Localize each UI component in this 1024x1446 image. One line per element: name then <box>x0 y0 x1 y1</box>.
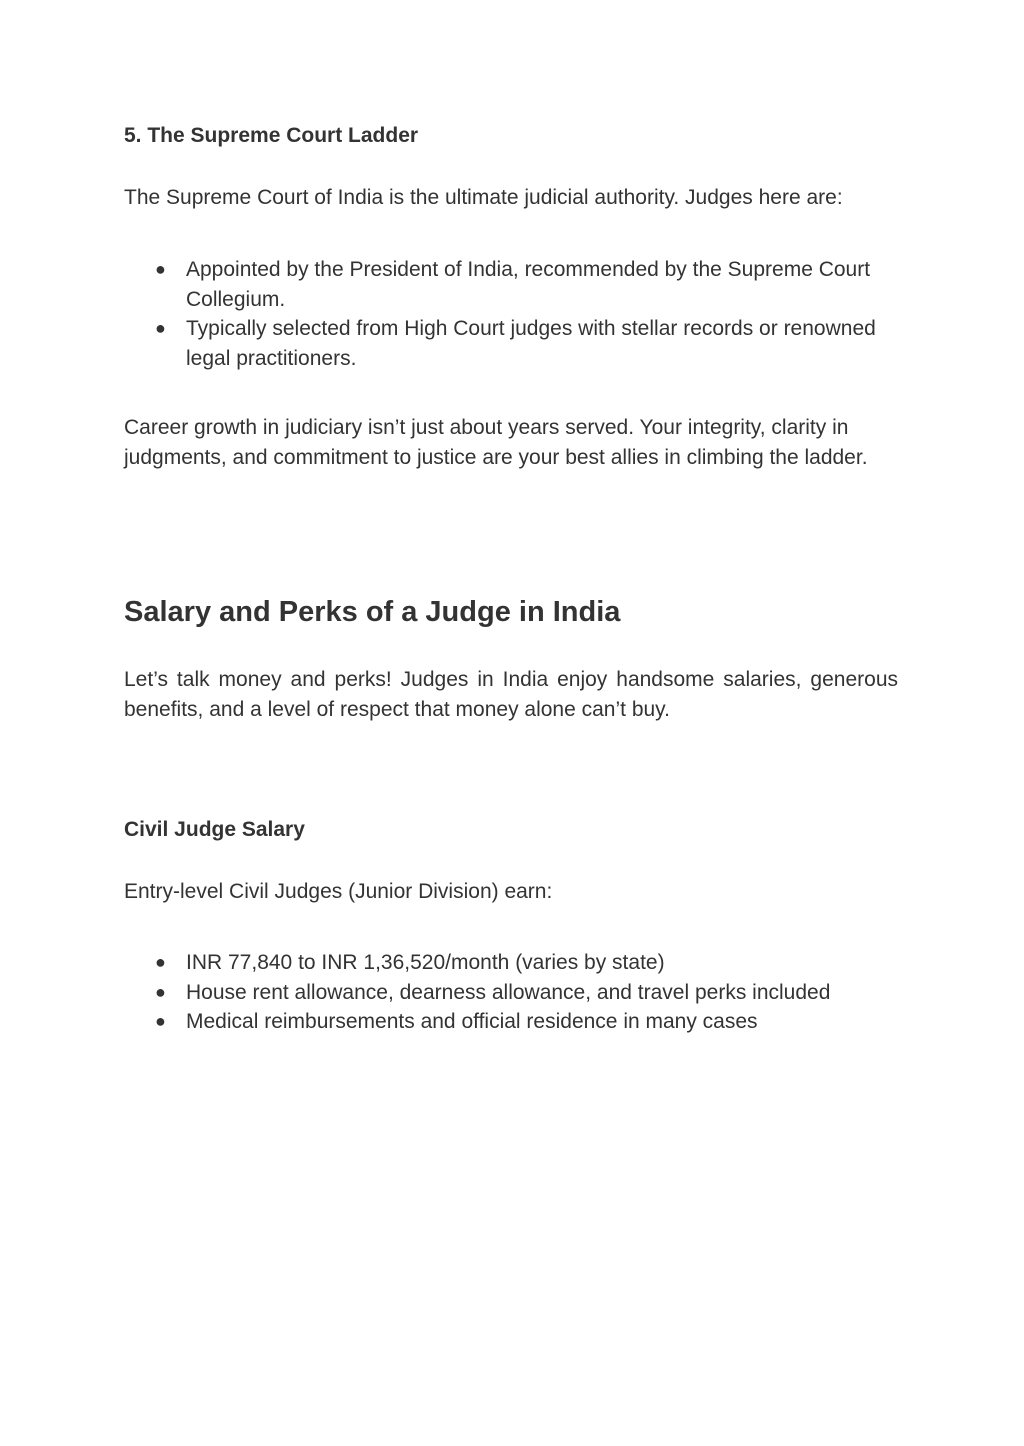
list-item <box>124 1007 898 1037</box>
salary-perks-heading: Salary and Perks of a Judge in India <box>124 596 621 628</box>
career-growth-paragraph: Career growth in judiciary isn’t just about years served. Your integrity, clarity in judgments, and commitment to justice are your best allies in climbing the ladder. <box>124 416 868 469</box>
supreme-court-bullet-list <box>124 255 898 373</box>
list-item <box>124 948 898 978</box>
bullet-icon: ● <box>155 318 166 338</box>
list-item-text: Appointed by the President of India, recommended by the Supreme Court Collegium. <box>186 258 871 311</box>
civil-judge-intro: Entry-level Civil Judges (Junior Division) earn: <box>124 880 553 903</box>
list-item-text: INR 77,840 to INR 1,36,520/month (varies by state) <box>186 951 665 974</box>
list-item <box>124 255 898 314</box>
list-item-text: Typically selected from High Court judges with stellar records or renowned legal practitioners. <box>186 317 876 370</box>
bullet-icon: ● <box>155 259 166 279</box>
civil-judge-salary-heading: Civil Judge Salary <box>124 818 305 841</box>
list-item-text: House rent allowance, dearness allowance, and travel perks included <box>186 980 831 1004</box>
supreme-court-intro: The Supreme Court of India is the ultimate judicial authority. Judges here are: <box>124 186 843 209</box>
list-item <box>124 314 898 373</box>
supreme-court-heading: 5. The Supreme Court Ladder <box>124 124 419 147</box>
bullet-icon: ● <box>155 981 166 1002</box>
civil-judge-bullet-list <box>124 948 898 1037</box>
salary-perks-intro: Let’s talk money and perks! Judges in India enjoy handsome salaries, generous benefits, and a level of respect that money alone can’t buy. <box>124 668 898 721</box>
list-item <box>124 978 898 1008</box>
list-item-text: Medical reimbursements and official residence in many cases <box>186 1010 758 1033</box>
bullet-icon: ● <box>155 1011 166 1031</box>
bullet-icon: ● <box>155 952 166 972</box>
